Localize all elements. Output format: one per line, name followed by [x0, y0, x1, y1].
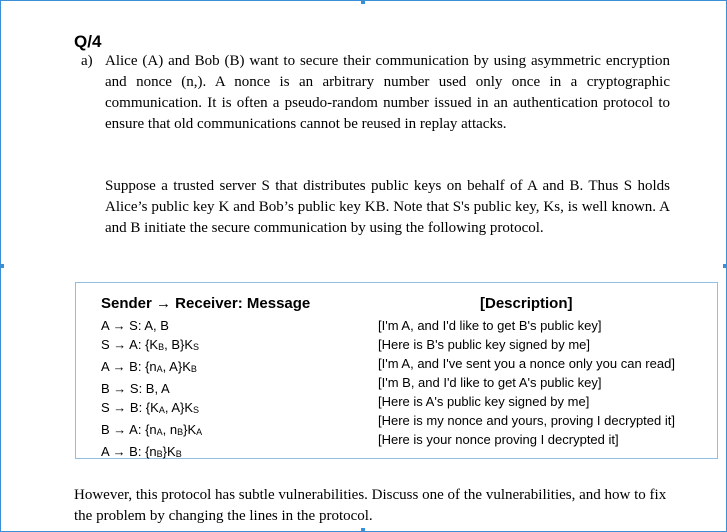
resize-handle-top[interactable] — [361, 0, 365, 4]
subscript: S — [193, 405, 200, 415]
intro-paragraph: Alice (A) and Bob (B) want to secure their communication by using asymmetric encryption and nonce (n,). A nonce is an arbitrary number used only once in a cryptographic communication. It is often a pseudo-random number issued in an authentication protocol to ensure that old communications cannot be reused in replay attacks. — [105, 53, 670, 132]
message-text: , n — [162, 422, 178, 437]
protocol-message — [101, 420, 202, 442]
message-text: }K — [183, 422, 197, 437]
protocol-descriptions — [378, 316, 675, 449]
protocol-message — [101, 335, 202, 357]
protocol-description: [I'm A, and I'd like to get B's public key] — [378, 318, 602, 333]
protocol-header-message: Sender → Receiver: Message — [101, 295, 311, 312]
protocol-description: [Here is your nonce proving I decrypted it] — [378, 432, 619, 447]
protocol-message — [101, 442, 202, 464]
resize-handle-right[interactable] — [723, 264, 727, 268]
protocol-message — [101, 398, 202, 420]
subscript: B — [156, 449, 163, 459]
subscript: A — [156, 364, 163, 374]
protocol-description: [Here is B's public key signed by me] — [378, 337, 591, 352]
server-paragraph: Suppose a trusted server S that distributes public keys on behalf of A and B. Thus S holds Alice’s public key K and Bob’s public key KB. Note that S's public key, Ks, is well known. A and B initiate the secure communication by using the following protocol. — [105, 178, 670, 236]
protocol-message — [101, 379, 202, 398]
protocol-description: [I'm B, and I'd like to get A's public key] — [378, 375, 602, 390]
message-text: A → B: {n — [101, 359, 157, 374]
resize-handle-left[interactable] — [0, 264, 4, 268]
message-text: }K — [162, 444, 176, 459]
resize-handle-bottom[interactable] — [361, 528, 365, 532]
message-text: A → S: A, B — [101, 318, 169, 333]
subscript: B — [158, 342, 165, 352]
message-text: , A}K — [162, 359, 191, 374]
protocol-description: [I'm A, and I've sent you a nonce only you can read] — [378, 356, 675, 371]
message-text: S → A: {K — [101, 337, 159, 352]
subscript: A — [156, 427, 163, 437]
subscript: B — [190, 364, 197, 374]
protocol-table — [75, 282, 718, 459]
message-text: B → A: {n — [101, 422, 157, 437]
part-label: a) — [81, 53, 93, 69]
protocol-messages — [101, 316, 202, 464]
protocol-description: [Here is A's public key signed by me] — [378, 394, 590, 409]
question-label: Q/4 — [74, 32, 102, 51]
protocol-message — [101, 357, 202, 379]
subscript: A — [158, 405, 165, 415]
message-text: , A}K — [164, 400, 194, 415]
protocol-message — [101, 316, 202, 335]
subscript: S — [193, 342, 200, 352]
protocol-description: [Here is my nonce and yours, proving I decrypted it] — [378, 413, 675, 428]
protocol-header-description: [Description] — [480, 295, 573, 312]
message-text: B → S: B, A — [101, 381, 170, 396]
subscript: B — [175, 449, 182, 459]
subscript: B — [177, 427, 184, 437]
message-text: , B}K — [164, 337, 194, 352]
question-paragraph: However, this protocol has subtle vulnerabilities. Discuss one of the vulnerabilities, and how to fix the problem by changing the lines in the protocol. — [74, 487, 667, 524]
subscript: A — [196, 427, 203, 437]
message-text: A → B: {n — [101, 444, 157, 459]
message-text: S → B: {K — [101, 400, 159, 415]
